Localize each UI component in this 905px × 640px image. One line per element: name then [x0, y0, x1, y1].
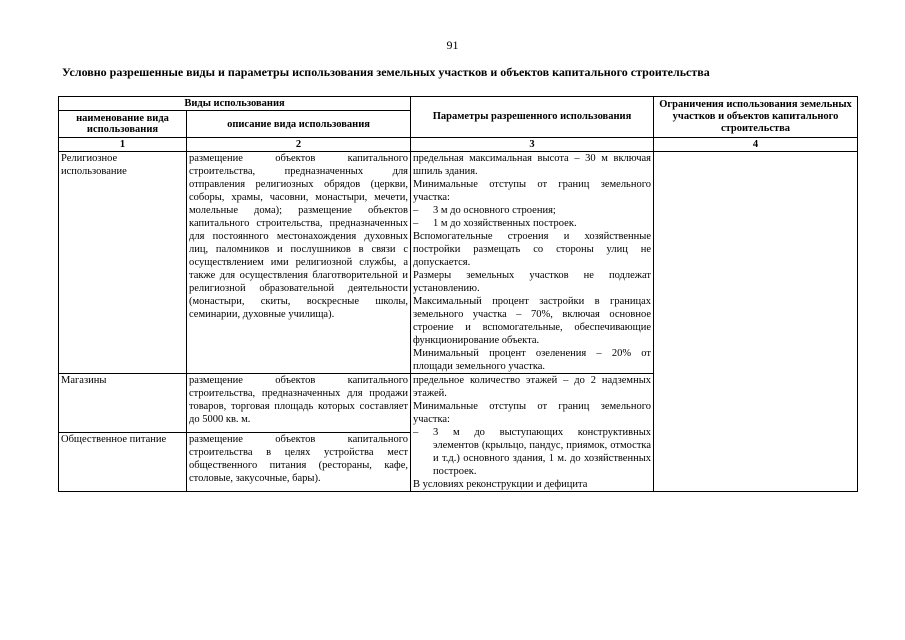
param-list-text: 1 м до хозяйственных построек.: [433, 218, 577, 229]
table-row: [59, 152, 858, 374]
param-text: В условиях реконструкции и дефицита: [413, 479, 588, 490]
usage-description: размещение объектов капитального строительства, предназначенных для продажи товаров, торговая площадь которых составляет до 5000 кв. м.: [187, 374, 411, 433]
column-number: 4: [654, 138, 858, 152]
dash-mark: –: [413, 205, 419, 216]
regulations-table: [58, 96, 858, 492]
column-number-row: [59, 138, 858, 152]
param-text: предельная максимальная высота – 30 м включая шпиль здания.: [413, 153, 652, 177]
dash-mark: –: [413, 218, 419, 229]
param-list-item: [413, 204, 651, 217]
usage-name: Религиозное использование: [59, 152, 187, 374]
param-text: Минимальные отступы от границ земельного участка:: [413, 179, 652, 203]
header-usage-types: Виды использования: [59, 97, 411, 111]
page-number: 91: [446, 38, 459, 52]
usage-description: размещение объектов капитального строительства в целях устройства мест общественного питания (рестораны, кафе, столовые, закусочные, бары).: [187, 433, 411, 492]
header-usage-description: описание вида использования: [187, 111, 411, 138]
usage-description: размещение объектов капитального строительства, предназначенных для отправления религиозных обрядов (церкви, соборы, храмы, часовни, монастыри, мечети, молельные дома); размещение объектов капитального строительства, предназначенных для постоянного местонахождения духовных лиц, паломников и послушников в связи с осуществлением ими религиозной службы, а также для осуществления благотворительной и религиозной образовательной деятельности (монастыри, скиты, воскресные школы, семинарии, духовные училища).: [187, 152, 411, 374]
document-title: Условно разрешенные виды и параметры использования земельных участков и объектов капитального строительства: [62, 65, 710, 79]
param-list-item: [413, 217, 651, 230]
column-number: 1: [59, 138, 187, 152]
param-text: Вспомогательные строения и хозяйственные постройки размещать со стороны улиц не допускается.: [413, 231, 652, 268]
dash-mark: –: [413, 427, 419, 438]
header-row-1: [59, 97, 858, 111]
param-text: Максимальный процент застройки в границах земельного участка – 70%, включая основное строение и вспомогательные, обеспечивающие функционирование объекта.: [413, 296, 652, 346]
param-text: Минимальный процент озеленения – 20% от площади земельного участка.: [413, 348, 652, 372]
param-text: Размеры земельных участков не подлежат установлению.: [413, 270, 652, 294]
param-list-text: 3 м до основного строения;: [433, 205, 556, 216]
usage-restrictions: [654, 152, 858, 492]
param-list-item: [413, 426, 651, 478]
column-number: 2: [187, 138, 411, 152]
column-number: 3: [411, 138, 654, 152]
usage-name: Магазины: [59, 374, 187, 433]
usage-params: [411, 374, 654, 492]
header-usage-name: наименование вида использования: [59, 111, 187, 138]
param-list-text: 3 м до выступающих конструктивных элементов (крыльцо, пандус, приямок, отмостка и т.д.) основного здания, 1 м. до хозяйственных построек.: [433, 427, 652, 477]
usage-name: Общественное питание: [59, 433, 187, 492]
header-params: Параметры разрешенного использования: [411, 97, 654, 138]
header-restrictions: Ограничения использования земельных участков и объектов капитального строительства: [654, 97, 858, 138]
param-text: Минимальные отступы от границ земельного участка:: [413, 401, 652, 425]
usage-params: [411, 152, 654, 374]
param-text: предельное количество этажей – до 2 надземных этажей.: [413, 375, 652, 399]
